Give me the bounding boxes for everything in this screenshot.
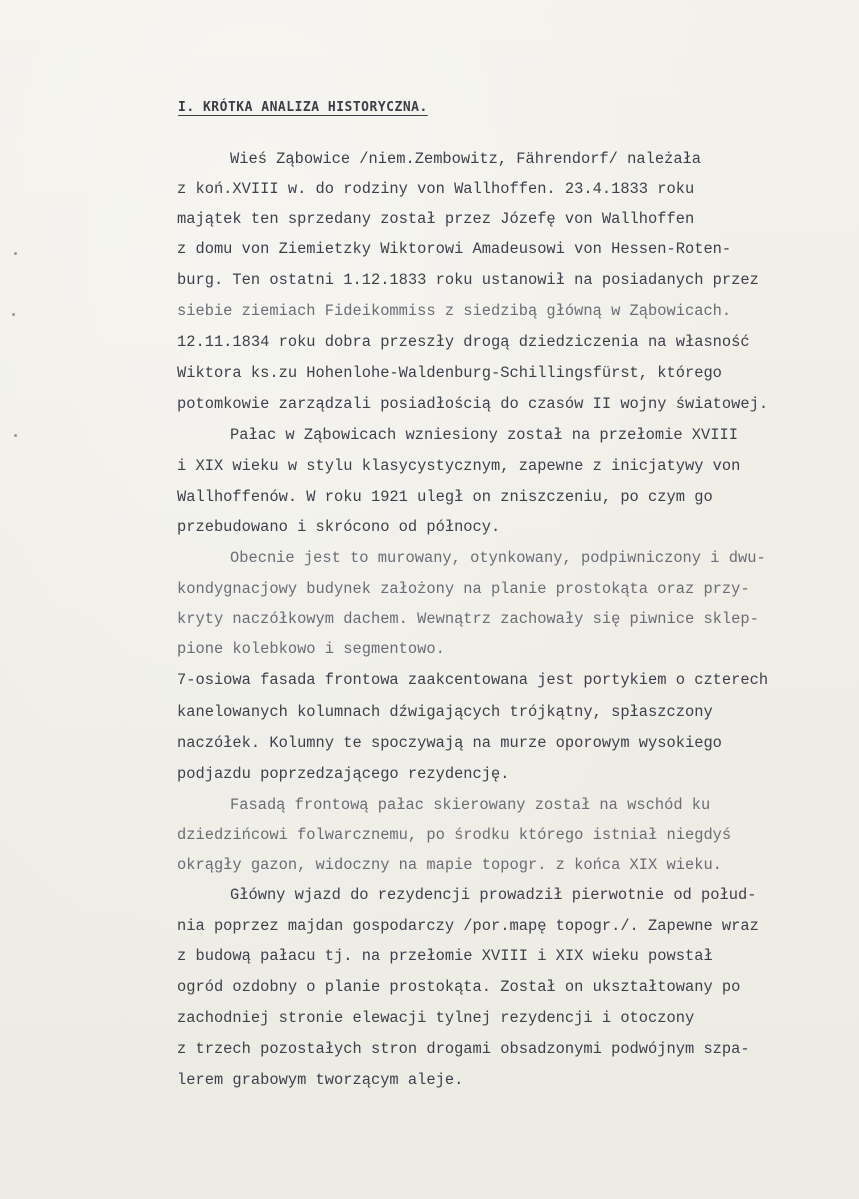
text-line: ogród ozdobny o planie prostokąta. Został on ukształtowany po <box>177 978 741 996</box>
text-line: lerem grabowym tworzącym aleje. <box>177 1071 464 1089</box>
text-line: Pałac w Ząbowicach wzniesiony został na przełomie XVIII <box>230 426 738 444</box>
text-line: Obecnie jest to murowany, otynkowany, podpiwniczony i dwu- <box>230 549 766 567</box>
text-line: siebie ziemiach Fideikommiss z siedzibą główną w Ząbowicach. <box>177 302 732 320</box>
text-line: okrągły gazon, widoczny na mapie topogr. z końca XIX wieku. <box>177 856 722 874</box>
text-line: podjazdu poprzedzającego rezydencję. <box>177 765 510 783</box>
text-line: z koń.XVIII w. do rodziny von Wallhoffen. 23.4.1833 roku <box>177 180 695 198</box>
text-line: nia poprzez majdan gospodarczy /por.mapę topogr./. Zapewne wraz <box>177 917 759 935</box>
punch-hole-mark <box>12 313 15 316</box>
text-line: majątek ten sprzedany został przez Józefę von Wallhoffen <box>177 210 695 228</box>
text-line: kryty naczółkowym dachem. Wewnątrz zachowały się piwnice sklep- <box>177 610 759 628</box>
text-line: Fasadą frontową pałac skierowany został na wschód ku <box>230 796 711 814</box>
text-line: kondygnacjowy budynek założony na planie prostokąta oraz przy- <box>177 580 750 598</box>
text-line: dziedzińcowi folwarcznemu, po środku którego istniał niegdyś <box>177 826 732 844</box>
text-line: z domu von Ziemietzky Wiktorowi Amadeusowi von Hessen-Roten- <box>177 240 732 258</box>
text-line: burg. Ten ostatni 1.12.1833 roku ustanowił na posiadanych przez <box>177 271 759 289</box>
text-line: pione kolebkowo i segmentowo. <box>177 640 445 658</box>
text-line: przebudowano i skrócono od północy. <box>177 518 501 536</box>
text-line: Wieś Ząbowice /niem.Zembowitz, Fährendorf/ należała <box>230 150 702 168</box>
text-line: potomkowie zarządzali posiadłością do czasów II wojny światowej. <box>177 395 769 413</box>
punch-hole-mark <box>14 434 17 437</box>
punch-hole-mark <box>14 252 17 255</box>
text-line: z trzech pozostałych stron drogami obsadzonymi podwójnym szpa- <box>177 1040 750 1058</box>
text-line: 7-osiowa fasada frontowa zaakcentowana jest portykiem o czterech <box>177 671 769 689</box>
text-line: kanelowanych kolumnach dźwigających trójkątny, spłaszczony <box>177 703 713 721</box>
section-heading: I. KRÓTKA ANALIZA HISTORYCZNA. <box>178 100 428 115</box>
text-line: Wallhoffenów. W roku 1921 uległ on zniszczeniu, po czym go <box>177 488 713 506</box>
text-line: Główny wjazd do rezydencji prowadził pierwotnie od połud- <box>230 886 757 904</box>
text-line: zachodniej stronie elewacji tylnej rezydencji i otoczony <box>177 1009 695 1027</box>
text-line: z budową pałacu tj. na przełomie XVIII i XIX wieku powstał <box>177 947 713 965</box>
text-line: i XIX wieku w stylu klasycystycznym, zapewne z inicjatywy von <box>177 457 741 475</box>
text-line: naczółek. Kolumny te spoczywają na murze oporowym wysokiego <box>177 734 722 752</box>
text-line: 12.11.1834 roku dobra przeszły drogą dziedziczenia na własność <box>177 333 750 351</box>
text-line: Wiktora ks.zu Hohenlohe-Waldenburg-Schillingsfürst, którego <box>177 364 722 382</box>
